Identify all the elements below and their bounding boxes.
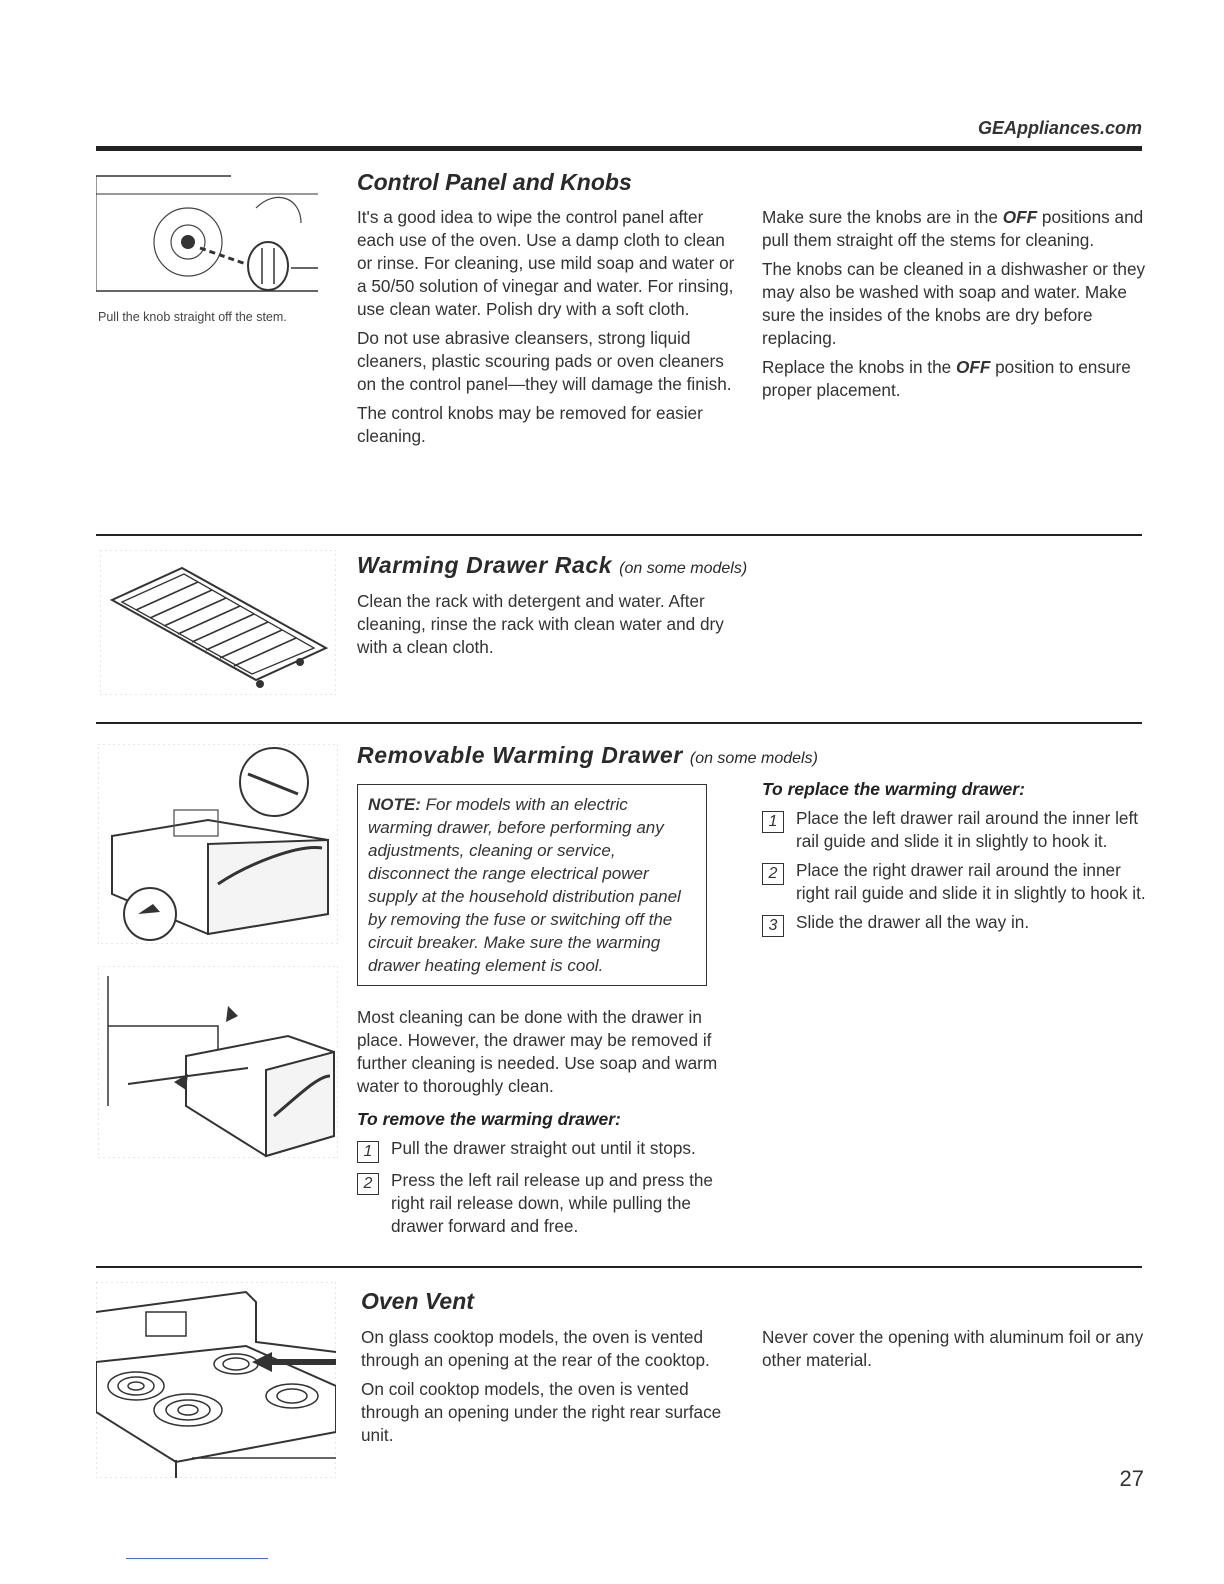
cooktop-illustration (96, 1282, 336, 1478)
section-rule-3 (96, 1266, 1142, 1268)
knob-wash-instruction: The knobs can be cleaned in a dishwasher or they may also be washed with soap and water. Make sure the insides of the knobs are dry before replacing. (762, 259, 1146, 348)
control-panel-right-col (762, 206, 1147, 408)
step-number: 2 (762, 863, 784, 885)
header-rule (96, 146, 1142, 151)
step-text: Press the left rail release up and press the right rail release down, while pulling the drawer forward and free. (391, 1170, 713, 1236)
warming-drawer-title: Removable Warming Drawer (on some models) (357, 742, 818, 768)
remove-drawer-heading: To remove the warming drawer: (357, 1109, 621, 1129)
step-text: Place the right drawer rail around the inner right rail guide and slide it in slightly to hook it. (796, 860, 1146, 903)
replace-step-1 (762, 807, 1147, 853)
footer-line (126, 1558, 268, 1559)
warming-drawer-subtitle: (on some models) (689, 750, 818, 767)
glass-cooktop-vent-text: On glass cooktop models, the oven is vented through an opening at the rear of the cooktop. (361, 1327, 710, 1370)
step-number: 1 (357, 1141, 379, 1163)
remove-step-2 (357, 1169, 737, 1238)
oven-vent-title: Oven Vent (361, 1288, 474, 1314)
warming-rack-text: Clean the rack with detergent and water. After cleaning, rinse the rack with clean water and dry with a clean cloth. (357, 591, 724, 657)
drawer-illustration-bottom (98, 966, 338, 1158)
step-text: Place the left drawer rail around the inner left rail guide and slide it in slightly to hook it. (796, 808, 1139, 851)
drawer-cleaning-text: Most cleaning can be done with the drawer in place. However, the drawer may be removed if further cleaning is needed. Use soap and warm water to thoroughly clean. (357, 1007, 718, 1096)
step-number: 3 (762, 915, 784, 937)
replace-step-2 (762, 859, 1147, 905)
control-panel-para-2: Do not use abrasive cleansers, strong liquid cleaners, plastic scouring pads or oven cleaners on the control panel—they will damage the finish. (357, 328, 732, 394)
replace-drawer-heading: To replace the warming drawer: (762, 779, 1025, 799)
coil-cooktop-vent-text: On coil cooktop models, the oven is vented through an opening under the right rear surface unit. (361, 1379, 722, 1445)
step-number: 2 (357, 1173, 379, 1195)
warming-drawer-left-col (357, 1006, 737, 1244)
oven-vent-left-col (361, 1326, 746, 1453)
drawer-illustration-top (98, 744, 338, 944)
knob-replace-instruction: Replace the knobs in the OFF position to ensure proper placement. (762, 357, 1131, 400)
knob-caption: Pull the knob straight off the stem. (98, 310, 287, 324)
section-rule-2 (96, 722, 1142, 724)
section-rule-1 (96, 534, 1142, 536)
remove-step-1 (357, 1137, 737, 1163)
warming-rack-body (357, 590, 737, 665)
control-panel-title: Control Panel and Knobs (357, 169, 632, 195)
oven-vent-right-col (762, 1326, 1147, 1378)
note-label: NOTE: (368, 795, 421, 814)
control-panel-left-col (357, 206, 742, 454)
vent-warning-text: Never cover the opening with aluminum foil or any other material. (762, 1327, 1144, 1370)
control-panel-para-3: The control knobs may be removed for easier cleaning. (357, 403, 703, 446)
step-text: Pull the drawer straight out until it stops. (391, 1138, 696, 1158)
note-text: For models with an electric warming drawer, before performing any adjustments, cleaning or service, disconnect the range electrical power supply at the household distribution panel by removing the fuse or switching off the circuit breaker. Make sure the warming drawer heating element is cool. (368, 795, 681, 975)
warming-drawer-right-col (762, 778, 1147, 943)
step-number: 1 (762, 811, 784, 833)
site-url: GEAppliances.com (977, 118, 1142, 138)
rack-illustration (100, 550, 336, 695)
warning-note (357, 784, 707, 986)
warming-rack-title: Warming Drawer Rack (on some models) (357, 552, 748, 578)
knob-off-instruction: Make sure the knobs are in the OFF positions and pull them straight off the stems for cleaning. (762, 207, 1144, 250)
replace-step-3 (762, 911, 1147, 937)
knob-illustration (96, 168, 318, 298)
step-text: Slide the drawer all the way in. (796, 912, 1030, 932)
page-number: 27 (1119, 1466, 1144, 1491)
control-panel-para-1: It's a good idea to wipe the control panel after each use of the oven. Use a damp cloth to clean or rinse. For cleaning, use mild soap and water or a 50/50 solution of vinegar and water. For rinsing, use clean water. Polish dry with a soft cloth. (357, 207, 735, 319)
warming-rack-subtitle: (on some models) (619, 560, 748, 577)
